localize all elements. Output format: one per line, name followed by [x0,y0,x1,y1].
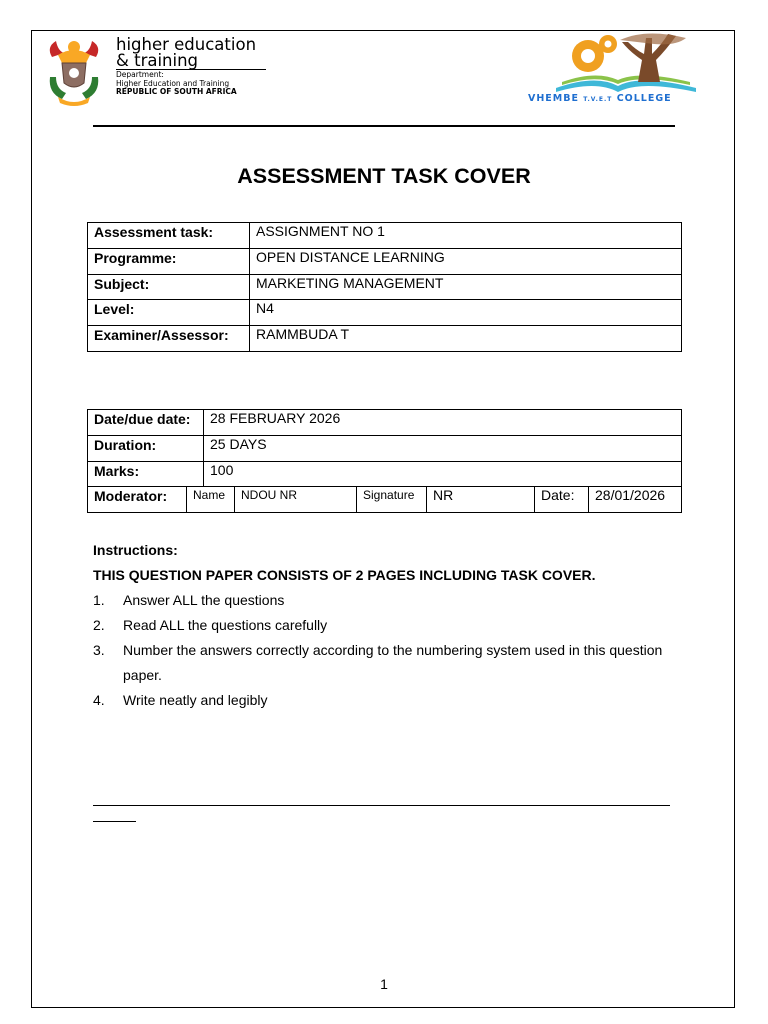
date-value: 28/01/2026 [589,487,682,513]
table-row [88,274,682,300]
list-number: 3. [93,642,105,658]
college-name: VHEMBE T.V.E.T COLLEGE [528,93,672,104]
signature-value: NR [427,487,535,513]
list-item [93,588,693,613]
dhet-logo [44,37,274,107]
due-date-value: 28 FEBRUARY 2026 [204,410,682,436]
list-text: Number the answers correctly according to the numbering system used in this question paper. [123,642,663,683]
assessment-details-table [87,222,682,352]
date-label: Date: [535,487,589,513]
details-value: ASSIGNMENT NO 1 [250,223,682,249]
header-divider [93,125,675,127]
details-value: RAMMBUDA T [250,326,682,352]
moderator-label: Moderator: [88,487,187,513]
details-label: Level: [88,300,250,326]
list-text: Answer ALL the questions [123,592,285,608]
table-row [88,248,682,274]
signature-line [93,805,670,806]
list-item [93,613,693,638]
table-row [88,461,682,487]
name-label: Name [187,487,235,513]
marks-label: Marks: [88,461,204,487]
page-number: 1 [380,976,388,992]
table-row [88,326,682,352]
list-text: Write neatly and legibly [123,692,268,708]
vhembe-college-logo [526,30,711,106]
details-label: Programme: [88,248,250,274]
instructions-heading: Instructions: [93,542,178,558]
document-title: ASSESSMENT TASK COVER [237,164,531,188]
signature-label: Signature [357,487,427,513]
details-label: Assessment task: [88,223,250,249]
dhet-title: higher education & training [116,35,257,70]
due-date-label: Date/due date: [88,410,204,436]
table-row [88,487,682,513]
marks-value: 100 [204,461,682,487]
dhet-department-text: Department: Higher Education and Training REPUBLIC OF SOUTH AFRICA [116,70,237,96]
duration-label: Duration: [88,435,204,461]
table-row [88,410,682,436]
details-value: MARKETING MANAGEMENT [250,274,682,300]
schedule-table [87,409,682,513]
table-row [88,435,682,461]
list-number: 2. [93,617,105,633]
name-value: NDOU NR [235,487,357,513]
list-item [93,638,693,688]
signature-line-continuation [93,821,136,822]
details-value: OPEN DISTANCE LEARNING [250,248,682,274]
list-text: Read ALL the questions carefully [123,617,328,633]
instructions-section [93,538,693,713]
table-row [88,300,682,326]
details-value: N4 [250,300,682,326]
list-item [93,688,693,713]
coat-of-arms-icon [44,37,104,107]
duration-value: 25 DAYS [204,435,682,461]
table-row [88,223,682,249]
list-number: 4. [93,692,105,708]
instructions-notice: THIS QUESTION PAPER CONSISTS OF 2 PAGES INCLUDING TASK COVER. [93,567,596,583]
details-label: Examiner/Assessor: [88,326,250,352]
list-number: 1. [93,592,105,608]
details-label: Subject: [88,274,250,300]
tree-book-icon [526,30,711,96]
